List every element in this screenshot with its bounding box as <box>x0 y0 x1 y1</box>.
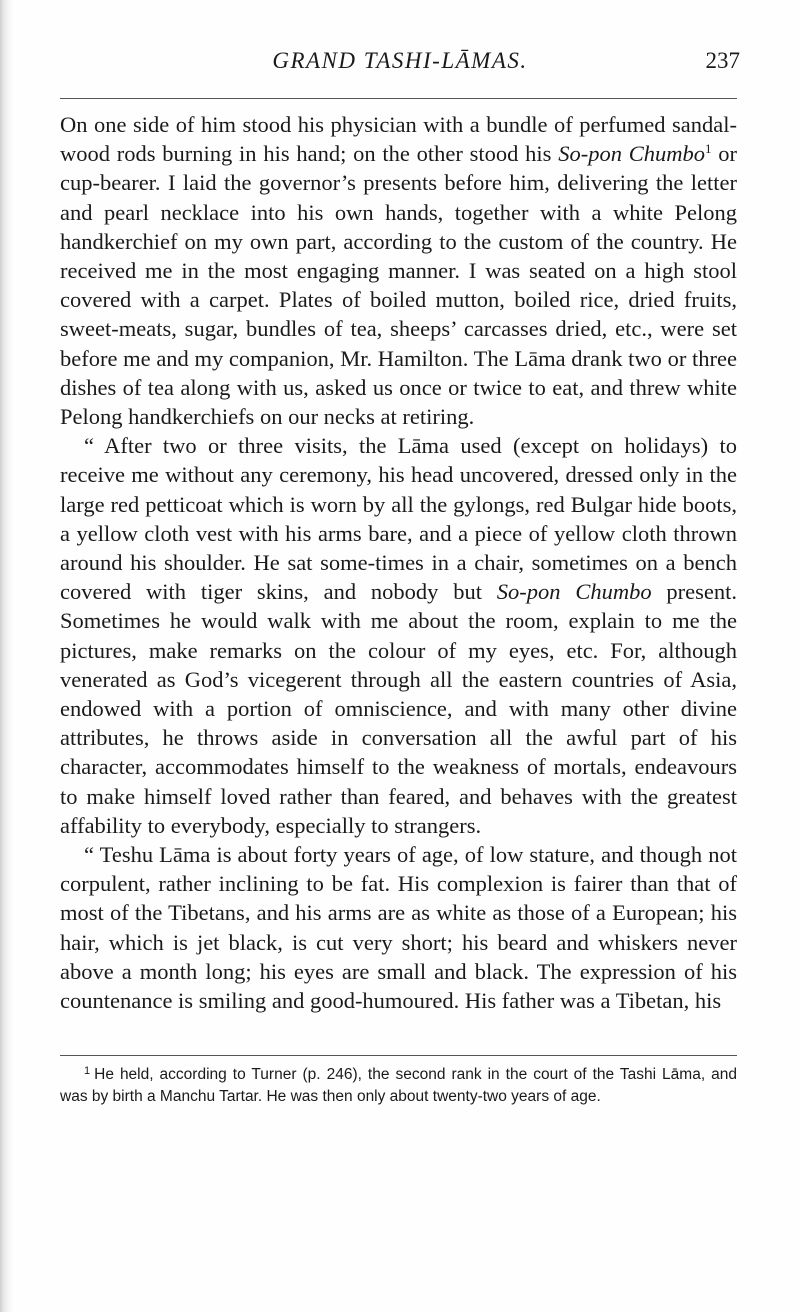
body-text <box>60 110 737 1015</box>
paragraph <box>60 840 737 1015</box>
paragraph <box>60 110 737 431</box>
text-run: “ After two or three visits, the Lāma used (except on holidays) to receive me without any ceremony, his head uncovered, dressed only in the large red petticoat which is worn by all the gylongs, red Bulgar hide boots, a yellow cloth vest with his arms bare, and a piece of yellow cloth thrown around his shoulder. He sat some-times in a chair, sometimes on a bench covered with tiger skins, and nobody but <box>60 433 737 605</box>
paragraph <box>60 431 737 840</box>
footnote-rule <box>60 1055 737 1056</box>
text-run: present. Sometimes he would walk with me about the room, explain to me the pictures, make remarks on the colour of my eyes, etc. For, although venerated as God’s vicegerent through all the eastern countries of Asia, endowed with a portion of omniscience, and with many other divine attributes, he throws aside in conversation all the awful part of his character, accommodates himself to the weakness of mortals, endeavours to make himself loved rather than feared, and behaves with the greatest affability to everybody, especially to strangers. <box>60 579 738 838</box>
text-run: or cup-bearer. I laid the governor’s presents before him, delivering the letter and pearl necklace into his own hands, together with a white Pelong handkerchief on my own part, according to the custom of the country. He received me in the most engaging manner. I was seated on a high stool covered with a carpet. Plates of boiled mutton, boiled rice, dried fruits, sweet-meats, sugar, bundles of tea, sheeps’ carcasses dried, etc., were set before me and my companion, Mr. Hamilton. The Lāma drank two or three dishes of tea along with us, asked us once or twice to eat, and threw white Pelong handkerchiefs on our necks at retiring. <box>60 141 737 430</box>
running-head: GRAND TASHI-LĀMAS. <box>272 48 528 73</box>
page-spine-shadow <box>0 0 14 1312</box>
text-run: “ Teshu Lāma is about forty years of age, of low stature, and though not corpulent, rather inclining to be fat. His complexion is fairer than that of most of the Tibetans, and his arms are as white as those of a European; his hair, which is jet black, is cut very short; his beard and whiskers never above a month long; his eyes are small and black. The expression of his countenance is smiling and good-humoured. His father was a Tibetan, his <box>60 842 737 1014</box>
italic-text: So-pon Chumbo <box>558 141 705 167</box>
footnote <box>60 1064 737 1108</box>
page-header <box>60 44 740 84</box>
page-number: 237 <box>705 48 740 73</box>
footnote-reference: 1 <box>704 141 712 157</box>
footnote-text: He held, according to Turner (p. 246), the second rank in the court of the Tashi Lāma, and was by birth a Manchu Tartar. He was then only about twenty-two years of age. <box>60 1066 737 1105</box>
footnote-mark: 1 <box>84 1065 91 1077</box>
header-rule <box>60 98 737 99</box>
italic-text: So-pon Chumbo <box>496 579 652 605</box>
text-run: On one side of him stood his physician with a bundle of perfumed sandal-wood rods burning in his hand; on the other stood his <box>60 112 737 167</box>
